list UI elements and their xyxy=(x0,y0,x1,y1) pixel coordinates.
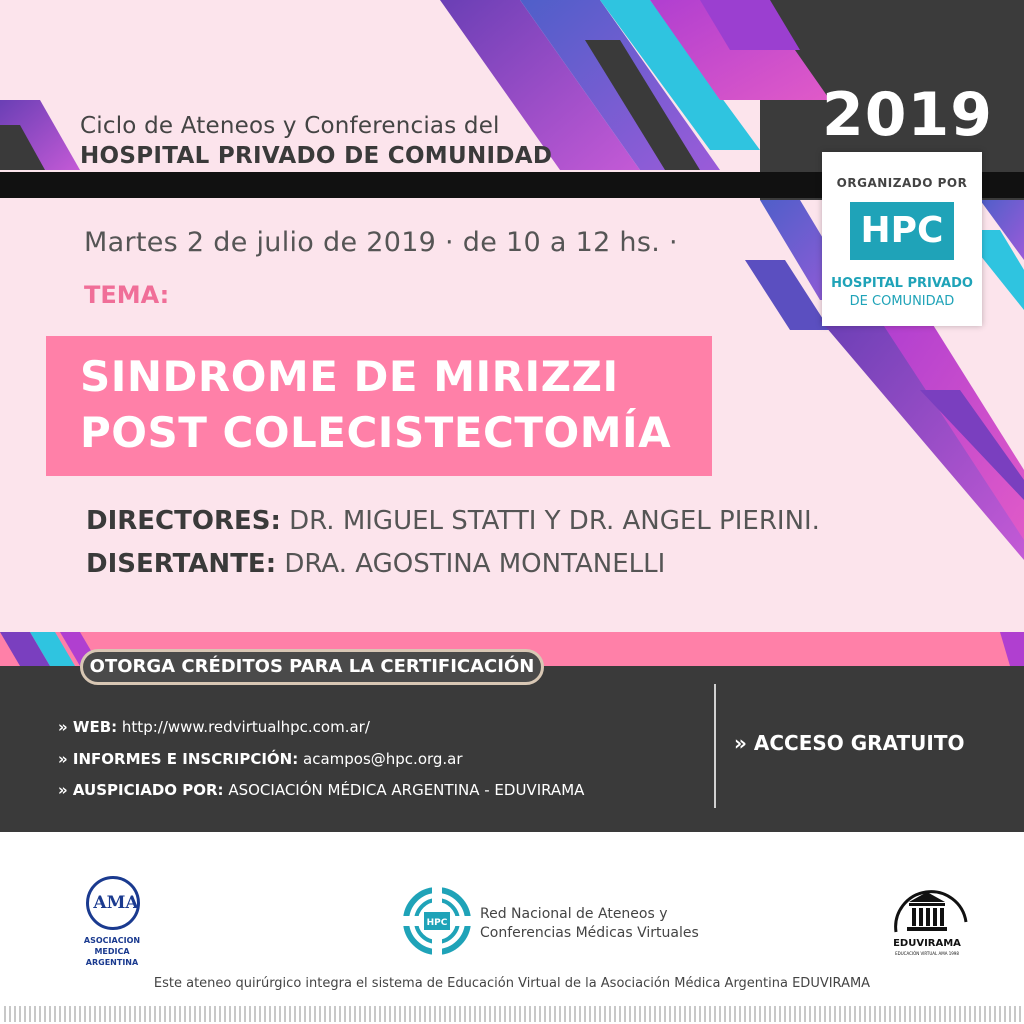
barcode-bar xyxy=(944,1006,946,1022)
hospital-name: HOSPITAL PRIVADO DE COMUNIDAD xyxy=(80,143,553,169)
web-label: » WEB: xyxy=(58,718,118,736)
barcode-bar xyxy=(379,1006,381,1022)
barcode-bar xyxy=(574,1006,576,1022)
barcode-bar xyxy=(819,1006,821,1022)
barcode-bar xyxy=(54,1006,56,1022)
barcode-bar xyxy=(809,1006,811,1022)
barcode-bar xyxy=(974,1006,976,1022)
barcode-bar xyxy=(269,1006,271,1022)
organizer-label: ORGANIZADO POR xyxy=(836,176,968,190)
barcode-bar xyxy=(684,1006,686,1022)
barcode-bar xyxy=(629,1006,631,1022)
barcode-bar xyxy=(764,1006,766,1022)
sponsor-value: ASOCIACIÓN MÉDICA ARGENTINA - EDUVIRAMA xyxy=(228,781,585,799)
barcode-bar xyxy=(1019,1006,1021,1022)
barcode-bar xyxy=(884,1006,886,1022)
barcode-bar xyxy=(844,1006,846,1022)
barcode-bar xyxy=(639,1006,641,1022)
barcode-bar xyxy=(389,1006,391,1022)
barcode-bar xyxy=(374,1006,376,1022)
barcode-bar xyxy=(799,1006,801,1022)
barcode-bar xyxy=(294,1006,296,1022)
barcode-bar xyxy=(339,1006,341,1022)
barcode-bar xyxy=(539,1006,541,1022)
barcode-bar xyxy=(704,1006,706,1022)
barcode-bar xyxy=(34,1006,36,1022)
barcode-bar xyxy=(479,1006,481,1022)
barcode-bar xyxy=(689,1006,691,1022)
barcode-bar xyxy=(239,1006,241,1022)
barcode-bar xyxy=(654,1006,656,1022)
barcode-bar xyxy=(189,1006,191,1022)
barcode-bar xyxy=(184,1006,186,1022)
barcode-bar xyxy=(409,1006,411,1022)
barcode-bar xyxy=(9,1006,11,1022)
barcode-bar xyxy=(734,1006,736,1022)
barcode-bar xyxy=(49,1006,51,1022)
barcode-bar xyxy=(804,1006,806,1022)
barcode-bar xyxy=(459,1006,461,1022)
ama-logo xyxy=(80,876,144,972)
barcode-bar xyxy=(529,1006,531,1022)
barcode-bar xyxy=(474,1006,476,1022)
band-stripe xyxy=(1000,632,1024,666)
barcode-bar xyxy=(214,1006,216,1022)
barcode-bar xyxy=(74,1006,76,1022)
barcode-bar xyxy=(994,1006,996,1022)
barcode-bar xyxy=(579,1006,581,1022)
barcode-bar xyxy=(834,1006,836,1022)
barcode-bar xyxy=(954,1006,956,1022)
barcode-bar xyxy=(514,1006,516,1022)
speaker-line xyxy=(86,549,665,579)
barcode-bar xyxy=(829,1006,831,1022)
barcode-bar xyxy=(64,1006,66,1022)
organizer-name-line1: HOSPITAL PRIVADO xyxy=(831,276,973,291)
barcode-bar xyxy=(194,1006,196,1022)
barcode-bar xyxy=(914,1006,916,1022)
barcode-bar xyxy=(264,1006,266,1022)
organizer-name-line2: DE COMUNIDAD xyxy=(849,294,955,309)
barcode-bar xyxy=(94,1006,96,1022)
barcode-bar xyxy=(959,1006,961,1022)
barcode-bar xyxy=(564,1006,566,1022)
footer-text: Este ateneo quirúrgico integra el sistema de Educación Virtual de la Asociación Médica Argentina EDUVIRAMA xyxy=(153,976,871,991)
vertical-divider xyxy=(714,684,716,808)
barcode-bar xyxy=(14,1006,16,1022)
barcode-bar xyxy=(274,1006,276,1022)
web-link[interactable]: http://www.redvirtualhpc.com.ar/ xyxy=(121,718,370,736)
barcode-bar xyxy=(949,1006,951,1022)
barcode-bar xyxy=(89,1006,91,1022)
barcode-bar xyxy=(744,1006,746,1022)
ama-letters: AMA xyxy=(93,893,139,913)
barcode-bar xyxy=(84,1006,86,1022)
barcode-bar xyxy=(349,1006,351,1022)
barcode-bar xyxy=(39,1006,41,1022)
barcode-bar xyxy=(344,1006,346,1022)
barcode-bar xyxy=(889,1006,891,1022)
barcode-bar xyxy=(614,1006,616,1022)
barcode-bar xyxy=(1014,1006,1016,1022)
barcode-bar xyxy=(904,1006,906,1022)
barcode-bar xyxy=(624,1006,626,1022)
barcode-bar xyxy=(279,1006,281,1022)
barcode-bar xyxy=(419,1006,421,1022)
barcode-bar xyxy=(119,1006,121,1022)
eduvirama-subtitle: EDUCACIÓN VIRTUAL AMA 1998 xyxy=(895,951,959,956)
barcode-bar xyxy=(664,1006,666,1022)
barcode-bar xyxy=(939,1006,941,1022)
speaker-value: DRA. AGOSTINA MONTANELLI xyxy=(284,549,666,579)
barcode-bar xyxy=(209,1006,211,1022)
barcode-bar xyxy=(169,1006,171,1022)
barcode-bar xyxy=(909,1006,911,1022)
barcode-bar xyxy=(44,1006,46,1022)
barcode-bar xyxy=(669,1006,671,1022)
barcode-bar xyxy=(934,1006,936,1022)
barcode-bar xyxy=(999,1006,1001,1022)
directors-label: DIRECTORES: xyxy=(86,506,281,536)
barcode-bar xyxy=(774,1006,776,1022)
barcode-bar xyxy=(759,1006,761,1022)
eduvirama-name: EDUVIRAMA xyxy=(893,938,961,949)
barcode-bar xyxy=(644,1006,646,1022)
barcode-bar xyxy=(304,1006,306,1022)
barcode-bar xyxy=(139,1006,141,1022)
barcode-bar xyxy=(254,1006,256,1022)
barcode-bar xyxy=(589,1006,591,1022)
barcode-bar xyxy=(99,1006,101,1022)
barcode-bar xyxy=(824,1006,826,1022)
barcode-bar xyxy=(234,1006,236,1022)
barcode-bar xyxy=(24,1006,26,1022)
barcode-bar xyxy=(964,1006,966,1022)
barcode-bar xyxy=(504,1006,506,1022)
event-date: Martes 2 de julio de 2019 · de 10 a 12 hs. · xyxy=(84,227,678,258)
barcode-bar xyxy=(714,1006,716,1022)
barcode-bar xyxy=(224,1006,226,1022)
hpc-logo-text: HPC xyxy=(860,210,944,251)
red-nacional-line2: Conferencias Médicas Virtuales xyxy=(480,925,699,941)
barcode-bar xyxy=(694,1006,696,1022)
web-line xyxy=(58,718,370,736)
barcode-bar xyxy=(364,1006,366,1022)
barcode-bar xyxy=(779,1006,781,1022)
barcode-bar xyxy=(134,1006,136,1022)
barcode-bar xyxy=(469,1006,471,1022)
barcode-bar xyxy=(899,1006,901,1022)
barcode-bar xyxy=(584,1006,586,1022)
cycle-subtitle: Ciclo de Ateneos y Conferencias del xyxy=(80,113,500,139)
ama-line3: ARGENTINA xyxy=(85,958,139,967)
barcode-bar xyxy=(699,1006,701,1022)
barcode-bar xyxy=(464,1006,466,1022)
barcode-bar xyxy=(969,1006,971,1022)
barcode-bar xyxy=(839,1006,841,1022)
barcode-bar xyxy=(429,1006,431,1022)
barcode-bar xyxy=(449,1006,451,1022)
barcode-bar xyxy=(849,1006,851,1022)
barcode-bar xyxy=(864,1006,866,1022)
barcode-bar xyxy=(534,1006,536,1022)
barcode-bar xyxy=(414,1006,416,1022)
barcode-bar xyxy=(144,1006,146,1022)
barcode-bar xyxy=(509,1006,511,1022)
barcode-bar xyxy=(4,1006,6,1022)
barcode-bar xyxy=(979,1006,981,1022)
barcode-bar xyxy=(594,1006,596,1022)
barcode-bar xyxy=(69,1006,71,1022)
barcode-bar xyxy=(454,1006,456,1022)
barcode-bar xyxy=(569,1006,571,1022)
barcode-bar xyxy=(859,1006,861,1022)
title-line1: SINDROME DE MIRIZZI xyxy=(80,352,619,401)
barcode-bar xyxy=(814,1006,816,1022)
barcode-bar xyxy=(284,1006,286,1022)
barcode-bar xyxy=(874,1006,876,1022)
sponsor-line xyxy=(58,781,584,799)
barcode-bar xyxy=(404,1006,406,1022)
barcode-bar xyxy=(749,1006,751,1022)
barcode-bar xyxy=(989,1006,991,1022)
barcode-bar xyxy=(109,1006,111,1022)
sponsor-label: » AUSPICIADO POR: xyxy=(58,781,224,799)
barcode-bar xyxy=(524,1006,526,1022)
barcode-bar xyxy=(604,1006,606,1022)
barcode-bar xyxy=(124,1006,126,1022)
barcode-bar xyxy=(244,1006,246,1022)
red-nacional-line1: Red Nacional de Ateneos y xyxy=(480,906,668,922)
ama-line2: MEDICA xyxy=(94,947,130,956)
barcode-bar xyxy=(319,1006,321,1022)
barcode-bar xyxy=(739,1006,741,1022)
barcode-bar xyxy=(494,1006,496,1022)
organizer-card xyxy=(822,152,982,326)
barcode-bar xyxy=(609,1006,611,1022)
title-box xyxy=(46,336,712,476)
barcode-bar xyxy=(549,1006,551,1022)
barcode-bar xyxy=(919,1006,921,1022)
barcode-bar xyxy=(484,1006,486,1022)
red-badge-text: HPC xyxy=(426,918,448,928)
barcode-bar xyxy=(554,1006,556,1022)
ama-logo-icon xyxy=(86,876,140,930)
barcode-bar xyxy=(19,1006,21,1022)
barcode-bar xyxy=(924,1006,926,1022)
barcode-bar xyxy=(114,1006,116,1022)
speaker-label: DISERTANTE: xyxy=(86,549,277,579)
registration-email[interactable]: acampos@hpc.org.ar xyxy=(303,750,463,768)
barcode-bar xyxy=(709,1006,711,1022)
barcode-bar xyxy=(229,1006,231,1022)
barcode-bar xyxy=(544,1006,546,1022)
barcode-bar xyxy=(299,1006,301,1022)
barcode-bar xyxy=(399,1006,401,1022)
barcode-bar xyxy=(439,1006,441,1022)
barcode-bar xyxy=(104,1006,106,1022)
registration-line xyxy=(58,750,463,768)
barcode-bar xyxy=(619,1006,621,1022)
hpc-logo xyxy=(850,202,954,260)
barcode-bar xyxy=(894,1006,896,1022)
barcode-bar xyxy=(219,1006,221,1022)
barcode-bar xyxy=(164,1006,166,1022)
barcode-bar xyxy=(499,1006,501,1022)
barcode-bar xyxy=(519,1006,521,1022)
barcode-bar xyxy=(249,1006,251,1022)
barcode-bar xyxy=(354,1006,356,1022)
barcode-bar xyxy=(424,1006,426,1022)
credits-badge: OTORGA CRÉDITOS PARA LA CERTIFICACIÓN xyxy=(80,649,544,685)
barcode-bar xyxy=(79,1006,81,1022)
tema-label: TEMA: xyxy=(84,281,170,309)
barcode-bar xyxy=(199,1006,201,1022)
barcode-bar xyxy=(1004,1006,1006,1022)
barcode-bar xyxy=(869,1006,871,1022)
barcode-bar xyxy=(724,1006,726,1022)
barcode-bar xyxy=(289,1006,291,1022)
eduvirama-building-icon xyxy=(886,882,976,938)
barcode-bar xyxy=(179,1006,181,1022)
barcode-bar xyxy=(334,1006,336,1022)
red-nacional-logo-icon xyxy=(402,886,472,956)
barcode-bar xyxy=(679,1006,681,1022)
barcode-bar xyxy=(784,1006,786,1022)
barcode-bar xyxy=(719,1006,721,1022)
barcode-bar xyxy=(489,1006,491,1022)
barcode-bar xyxy=(384,1006,386,1022)
barcode-bar xyxy=(769,1006,771,1022)
barcode-bar xyxy=(314,1006,316,1022)
barcode-bar xyxy=(649,1006,651,1022)
registration-label: » INFORMES E INSCRIPCIÓN: xyxy=(58,750,299,768)
barcode-bar xyxy=(729,1006,731,1022)
barcode-strip xyxy=(0,1004,1024,1024)
barcode-bar xyxy=(854,1006,856,1022)
barcode-bar xyxy=(324,1006,326,1022)
directors-line xyxy=(86,506,820,536)
barcode-bar xyxy=(204,1006,206,1022)
barcode-bar xyxy=(174,1006,176,1022)
barcode-bar xyxy=(634,1006,636,1022)
barcode-bar xyxy=(129,1006,131,1022)
barcode-bar xyxy=(149,1006,151,1022)
barcode-bar xyxy=(929,1006,931,1022)
year-label: 2019 xyxy=(822,80,993,150)
barcode-bar xyxy=(794,1006,796,1022)
ama-line1: ASOCIACION xyxy=(83,936,141,945)
barcode-bar xyxy=(369,1006,371,1022)
barcode-bar xyxy=(159,1006,161,1022)
barcode-bar xyxy=(154,1006,156,1022)
barcode-bar xyxy=(754,1006,756,1022)
barcode-bar xyxy=(444,1006,446,1022)
barcode-bar xyxy=(359,1006,361,1022)
directors-value: DR. MIGUEL STATTI Y DR. ANGEL PIERINI. xyxy=(289,506,820,536)
barcode-bar xyxy=(1009,1006,1011,1022)
barcode-bar xyxy=(329,1006,331,1022)
barcode-bar xyxy=(559,1006,561,1022)
barcode-bar xyxy=(29,1006,31,1022)
barcode-bar xyxy=(259,1006,261,1022)
barcode-bar xyxy=(984,1006,986,1022)
barcode-bar xyxy=(674,1006,676,1022)
barcode-bar xyxy=(599,1006,601,1022)
barcode-bar xyxy=(789,1006,791,1022)
barcode-bar xyxy=(434,1006,436,1022)
barcode-bar xyxy=(879,1006,881,1022)
free-access-label: » ACCESO GRATUITO xyxy=(734,731,965,755)
barcode-bar xyxy=(59,1006,61,1022)
eduvirama-logo xyxy=(886,882,976,962)
barcode-bar xyxy=(659,1006,661,1022)
barcode-bar xyxy=(394,1006,396,1022)
barcode-bar xyxy=(309,1006,311,1022)
title-line2: POST COLECISTECTOMÍA xyxy=(80,408,672,457)
